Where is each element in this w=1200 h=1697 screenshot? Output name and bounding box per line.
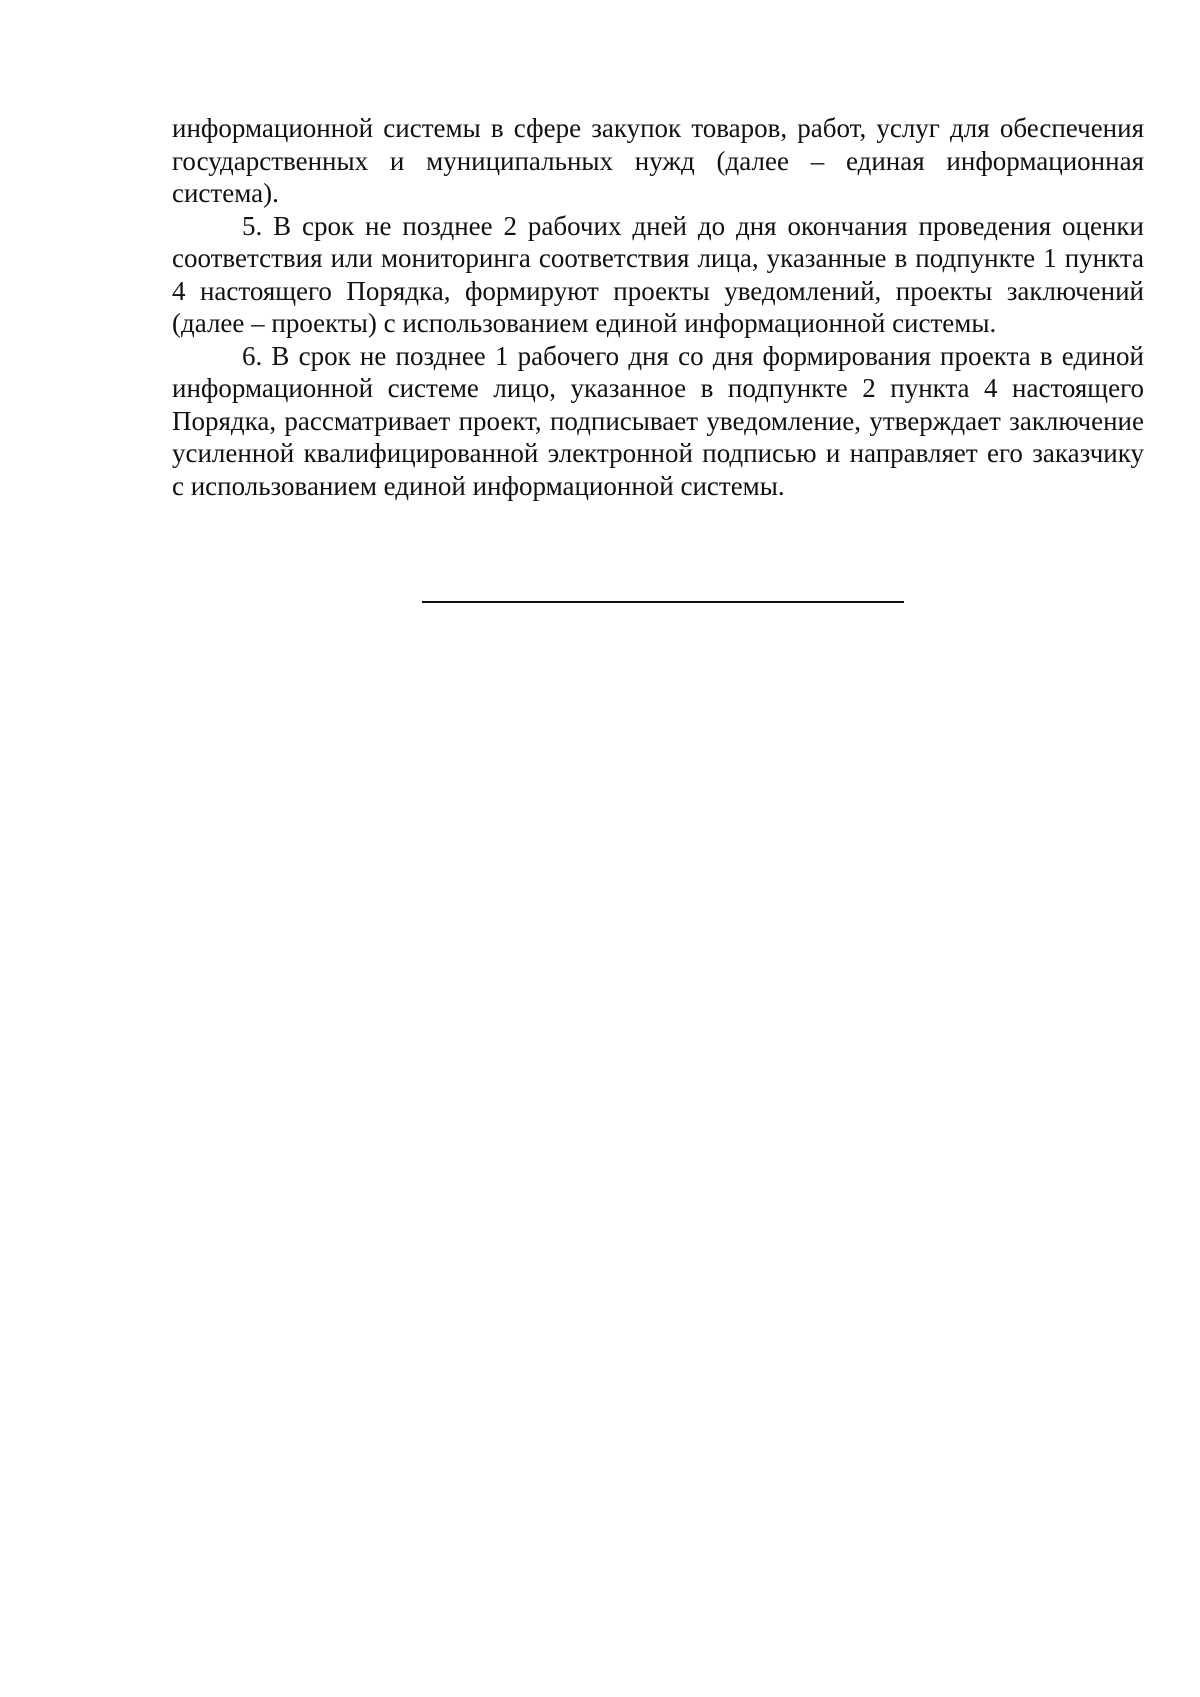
end-of-document-rule bbox=[422, 601, 904, 603]
paragraph-continuation: информационной системы в сфере закупок товаров, работ, услуг для обеспечения государственных и муниципальных нужд (далее – единая информационная система). bbox=[172, 113, 1144, 208]
paragraph-item-5: 5. В срок не позднее 2 рабочих дней до дня окончания проведения оценки соответствия или мониторинга соответствия лица, указанные в подпункте 1 пункта 4 настоящего Порядка, формируют проекты уведомлений, проекты заключений (далее – проекты) с использованием единой информационной системы. bbox=[172, 210, 1144, 338]
paragraph-item-6: 6. В срок не позднее 1 рабочего дня со дня формирования проекта в единой информационной системе лицо, указанное в подпункте 2 пункта 4 настоящего Порядка, рассматривает проект, подписывает уведомление, утверждает заключение усиленной квалифицированной электронной подписью и направляет его заказчику с использованием единой информационной системы. bbox=[172, 340, 1144, 501]
document-body bbox=[172, 112, 1144, 502]
